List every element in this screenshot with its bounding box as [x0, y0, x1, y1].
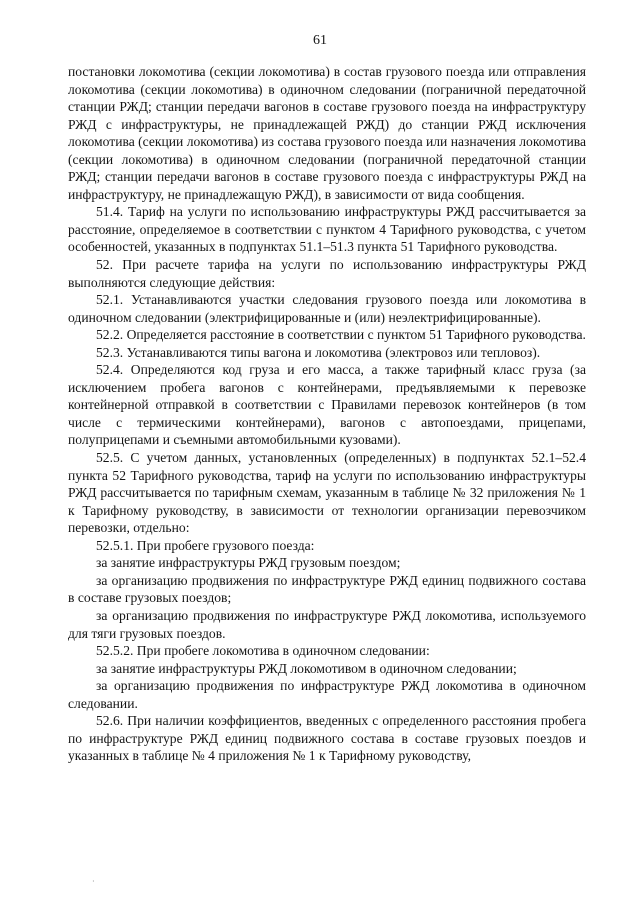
paragraph-52: 52. При расчете тарифа на услуги по использованию инфраструктуры РЖД выполняются следующие действия: [68, 257, 586, 290]
page-number: 61 [313, 33, 327, 48]
document-body [68, 63, 586, 765]
paragraph-continuation: постановки локомотива (секции локомотива) в состав грузового поезда или отправления локомотива (секции локомотива) в одиночном следовании (пограничной передаточной станции РЖД; станции передачи вагонов в составе грузового поезда на инфраструктуру РЖД с инфраструктуры, не принадлежащей РЖД) до станции РЖД исключения локомотива (секции локомотива) из состава грузового поезда или назначения локомотива (секции локомотива) в одиночном следовании (пограничной передаточной станции РЖД; станции передачи вагонов в составе грузового поезда с инфраструктуры РЖД на инфраструктуру, не принадлежащую РЖД), в зависимости от вида сообщения. [68, 64, 586, 202]
paragraph-51-4: 51.4. Тариф на услуги по использованию инфраструктуры РЖД рассчитывается за расстояние, определяемое в соответствии с пунктом 4 Тарифного руководства, с учетом особенностей, указанных в подпунктах 51.1–51.3 пункта 51 Тарифного руководства. [68, 204, 586, 255]
paragraph-52-5: 52.5. С учетом данных, установленных (определенных) в подпунктах 52.1–52.4 пункта 52 Тарифного руководства, тариф на услуги по использованию инфраструктуры РЖД рассчитывается по тарифным схемам, указанным в таблице № 32 приложения № 1 к Тарифному руководству, в зависимости от технологии организации перевозчиком перевозки, отдельно: [68, 450, 586, 536]
paragraph-52-3: 52.3. Устанавливаются типы вагона и локомотива (электровоз или тепловоз). [96, 344, 541, 360]
paragraph-52-4: 52.4. Определяются код груза и его масса, а также тарифный класс груза (за исключением пробега вагонов с контейнерами, предъявляемыми к перевозке контейнерной отправкой в соответствии с Правилами перевозок контейнеров (в том числе с термическими контейнерами), вагонов с автопоездами, прицепами, полуприцепами и съемными автомобильными кузовами). [68, 362, 586, 448]
paragraph-item-locomotive-traction: за организацию продвижения по инфраструктуре РЖД локомотива, используемого для тяги грузовых поездов. [68, 607, 586, 641]
paragraph-52-5-2: 52.5.2. При пробеге локомотива в одиночном следовании: [96, 643, 430, 659]
paragraph-item-locomotive-single: за организацию продвижения по инфраструктуре РЖД локомотива в одиночном следовании. [68, 678, 586, 711]
paragraph-52-1: 52.1. Устанавливаются участки следования грузового поезда или локомотива в одиночном следовании (электрифицированные и (или) неэлектрифицированные). [68, 292, 586, 325]
paragraph-52-5-1: 52.5.1. При пробеге грузового поезда: [96, 537, 315, 553]
paragraph-52-6: 52.6. При наличии коэффициентов, введенных с определенного расстояния пробега по инфраструктуре РЖД единиц подвижного состава в составе грузовых поездов и указанных в таблице № 4 приложения № 1 к Тарифному руководству, [68, 713, 586, 764]
scan-speck-mark: · [92, 877, 95, 886]
paragraph-item-occupation-train: за занятие инфраструктуры РЖД грузовым поездом; [96, 555, 401, 571]
paragraph-52-2: 52.2. Определяется расстояние в соответствии с пунктом 51 Тарифного руководства. [96, 327, 586, 343]
paragraph-item-occupation-locomotive: за занятие инфраструктуры РЖД локомотивом в одиночном следовании; [96, 660, 517, 676]
paragraph-item-rolling-stock: за организацию продвижения по инфраструктуре РЖД единиц подвижного состава в составе грузовых поездов; [68, 572, 586, 606]
